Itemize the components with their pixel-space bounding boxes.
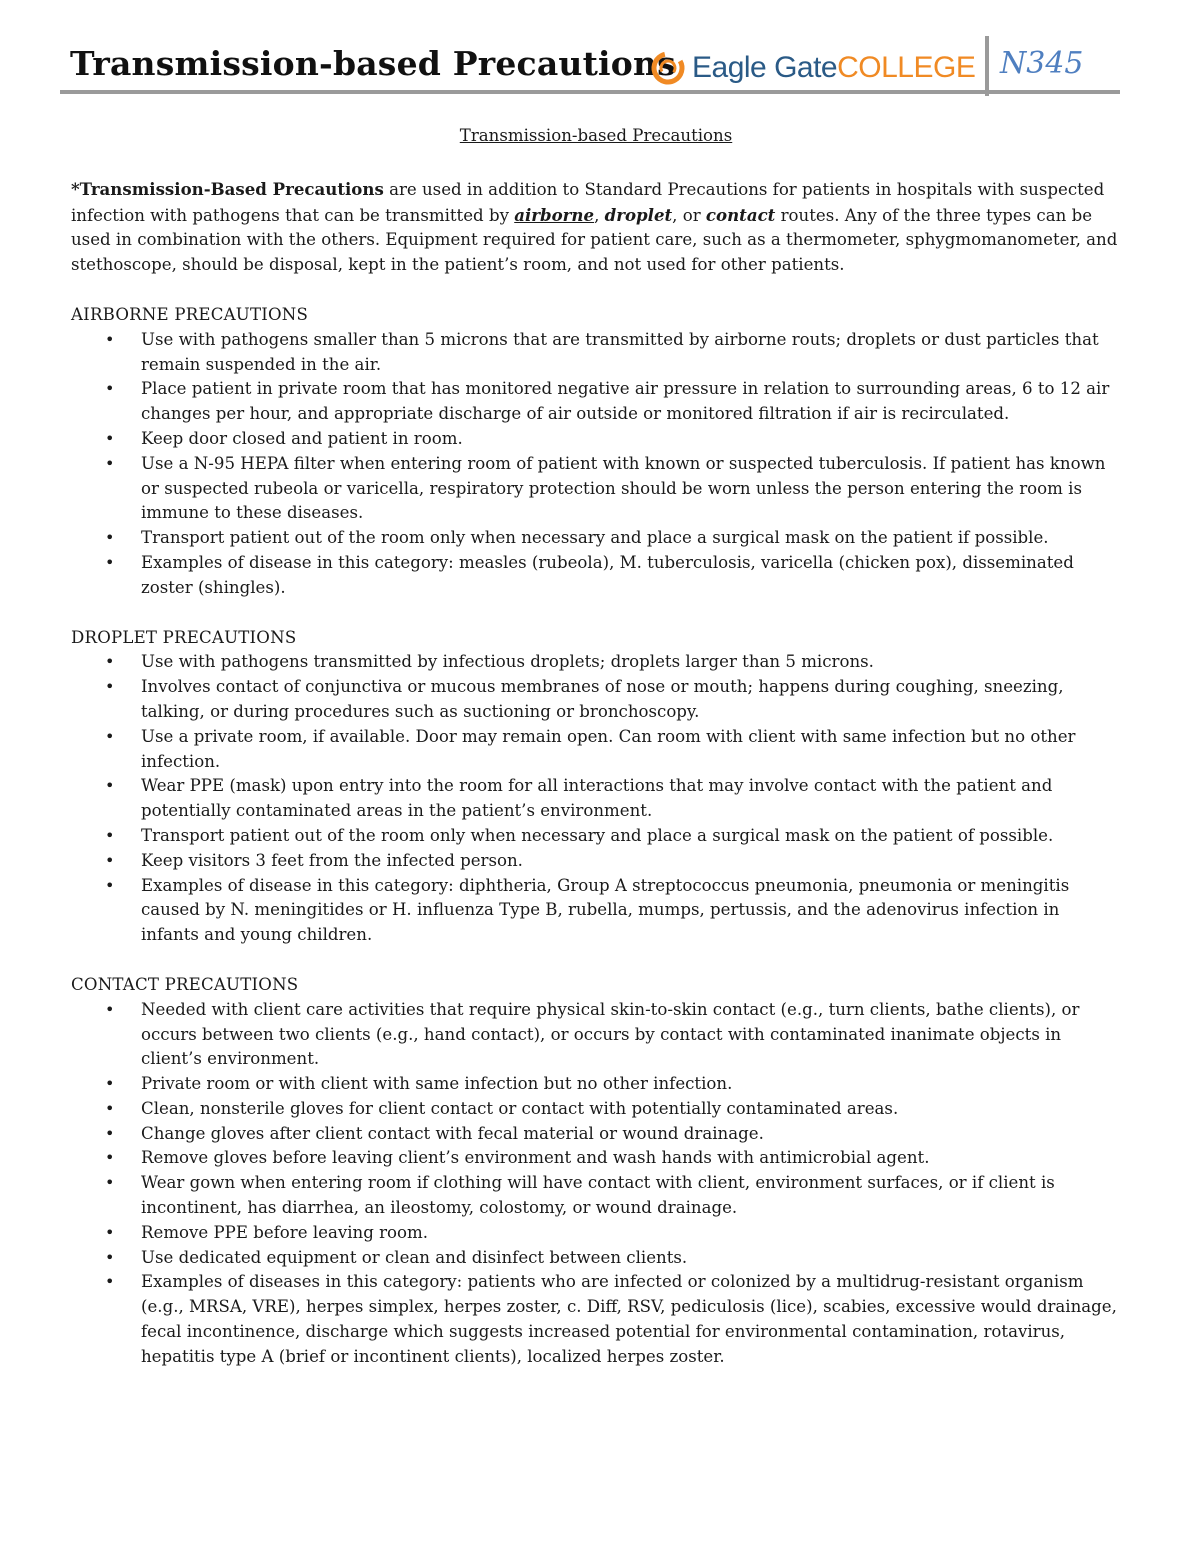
list-item: • Examples of disease in this category: measles (rubeola), M. tuberculosis, varicella (chicken pox), disseminated zoster (shingles). (71, 551, 1121, 601)
section-title: AIRBORNE PRECAUTIONS (71, 304, 309, 324)
college-logo-text (692, 51, 975, 85)
course-code: N345 (1000, 46, 1084, 81)
intro-text-2: routes. Any of the three types can be used in combination with the others. Equipment required for patient care, such as a thermometer, sphygmomanometer, and stethoscope, should be disposal, kept in the patient’s room, and not used for other patients. (71, 205, 1118, 275)
list-item: • Use a private room, if available. Door may remain open. Can room with client with same infection but no other infection. (71, 725, 1121, 775)
list-item: • Use with pathogens transmitted by infectious droplets; droplets larger than 5 microns. (71, 650, 1121, 675)
intro-paragraph (71, 177, 1121, 278)
list-item: • Use a N-95 HEPA filter when entering room of patient with known or suspected tuberculosis. If patient has known or suspected rubeola or varicella, respiratory protection should be worn unless the person entering the room is immune to these diseases. (71, 452, 1121, 526)
page-header (60, 28, 1120, 98)
intro-term-airborne: airborne (514, 204, 595, 225)
section-contact (71, 973, 1121, 1370)
header-rule (60, 90, 1120, 94)
intro-lead: *Transmission-Based Precautions (71, 178, 384, 199)
list-item: • Remove gloves before leaving client’s environment and wash hands with antimicrobial agent. (71, 1146, 1121, 1171)
list-item: • Wear PPE (mask) upon entry into the room for all interactions that may involve contact with the patient and potentially contaminated areas in the patient’s environment. (71, 774, 1121, 824)
list-item: • Keep visitors 3 feet from the infected person. (71, 849, 1121, 874)
list-item: • Keep door closed and patient in room. (71, 427, 1121, 452)
intro-sep-2: , or (672, 205, 706, 225)
list-item: • Transport patient out of the room only when necessary and place a surgical mask on the patient of possible. (71, 824, 1121, 849)
list-item: • Needed with client care activities that require physical skin-to-skin contact (e.g., turn clients, bathe clients), or occurs between two clients (e.g., hand contact), or occurs by contact with contaminated inanimate objects in client’s environment. (71, 998, 1121, 1072)
eagle-gate-ring-icon (650, 50, 686, 86)
list-item: • Clean, nonsterile gloves for client contact or contact with potentially contaminated areas. (71, 1097, 1121, 1122)
list-item: • Wear gown when entering room if clothing will have contact with client, environment surfaces, or if client is incontinent, has diarrhea, an ileostomy, colostomy, or wound drainage. (71, 1171, 1121, 1221)
list-item: • Use dedicated equipment or clean and disinfect between clients. (71, 1246, 1121, 1271)
bullet-list (71, 998, 1121, 1370)
intro-term-droplet: droplet (604, 204, 673, 225)
bullet-list (71, 328, 1121, 601)
intro-term-contact: contact (705, 204, 776, 225)
document-title: Transmission-based Precautions (459, 126, 733, 145)
list-item: • Private room or with client with same infection but no other infection. (71, 1072, 1121, 1097)
intro-text-1: are used in addition to Standard Precautions for patients in hospitals with suspected infection with pathogens that can be transmitted by (71, 179, 1105, 225)
section-title: DROPLET PRECAUTIONS (71, 627, 297, 647)
list-item: • Use with pathogens smaller than 5 microns that are transmitted by airborne routs; droplets or dust particles that remain suspended in the air. (71, 328, 1121, 378)
list-item: • Change gloves after client contact with fecal material or wound drainage. (71, 1122, 1121, 1147)
intro-sep-1: , (594, 205, 605, 225)
header-title: Transmission-based Precautions (70, 44, 676, 83)
list-item: • Transport patient out of the room only when necessary and place a surgical mask on the patient if possible. (71, 526, 1121, 551)
list-item: • Involves contact of conjunctiva or mucous membranes of nose or mouth; happens during coughing, sneezing, talking, or during procedures such as suctioning or bronchoscopy. (71, 675, 1121, 725)
list-item: • Examples of disease in this category: diphtheria, Group A streptococcus pneumonia, pneumonia or meningitis caused by N. meningitides or H. influenza Type B, rubella, mumps, pertussis, and the adenovirus infection in infants and young children. (71, 874, 1121, 948)
list-item: • Examples of diseases in this category: patients who are infected or colonized by a multidrug-resistant organism (e.g., MRSA, VRE), herpes simplex, herpes zoster, c. Diff, RSV, pediculosis (lice), scabies, excessive would drainage, fecal incontinence, discharge which suggests increased potential for environmental contamination, rotavirus, hepatitis type A (brief or incontinent clients), localized herpes zoster. (71, 1270, 1121, 1369)
logo-name-part1: Eagle Gate (692, 51, 838, 84)
logo-name-part2: COLLEGE (837, 51, 976, 84)
list-item: • Remove PPE before leaving room. (71, 1221, 1121, 1246)
list-item: • Place patient in private room that has monitored negative air pressure in relation to surrounding areas, 6 to 12 air changes per hour, and appropriate discharge of air outside or monitored filtration if air is recirculated. (71, 377, 1121, 427)
section-droplet (71, 626, 1121, 948)
section-title: CONTACT PRECAUTIONS (71, 974, 299, 994)
section-airborne (71, 303, 1121, 601)
bullet-list (71, 650, 1121, 948)
document-body (71, 124, 1121, 1370)
college-logo (650, 48, 990, 88)
header-divider (985, 36, 989, 96)
